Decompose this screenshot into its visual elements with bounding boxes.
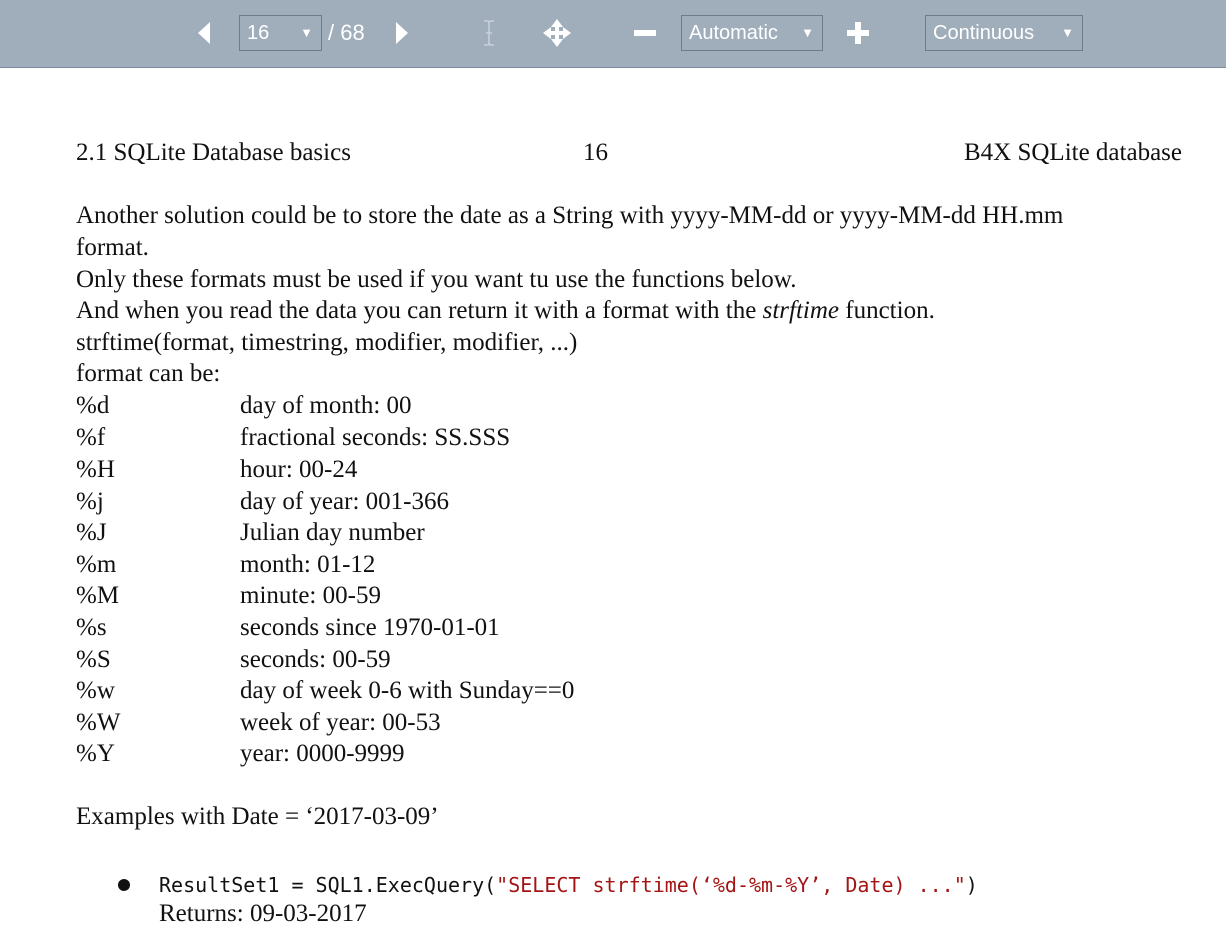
previous-page-button[interactable] [192,18,218,48]
format-code: %M [76,582,120,609]
header-doc-title: B4X SQLite database [963,139,1182,166]
format-code: %H [76,456,115,483]
format-desc: year: 0000-9999 [240,740,405,767]
paragraph-line: format. [76,234,149,261]
header-page-number: 16 [583,139,608,166]
pdf-toolbar [0,0,1226,68]
example-code [159,870,978,900]
move-arrows-icon [541,17,573,49]
format-code: %W [76,709,121,736]
examples-heading: Examples with Date = ‘2017-03-09’ [76,803,439,830]
format-desc: minute: 00-59 [240,582,381,609]
format-desc: day of month: 00 [240,392,412,419]
page-number-select[interactable] [239,15,322,51]
chevron-down-icon: ▼ [1061,25,1074,40]
format-code: %w [76,677,115,704]
zoom-in-button[interactable] [845,20,871,46]
text-select-tool-button[interactable] [478,18,500,48]
format-code: %f [76,424,106,451]
paragraph-line: strftime(format, timestring, modifier, modifier, ...) [76,329,578,356]
format-desc: month: 01-12 [240,551,376,578]
header-section-title: 2.1 SQLite Database basics [76,139,351,166]
chevron-down-icon: ▼ [300,25,313,40]
triangle-right-icon [388,18,414,48]
format-desc: Julian day number [240,519,425,546]
paragraph-line: Another solution could be to store the date as a String with yyyy-MM-dd or yyyy-MM-dd HH.mm [76,202,1064,229]
scroll-mode-value: Continuous [933,22,1035,44]
format-code: %J [76,519,107,546]
format-desc: day of week 0-6 with Sunday==0 [240,677,575,704]
example-returns: Returns: 09-03-2017 [159,900,367,927]
zoom-value: Automatic [689,22,778,44]
format-desc: hour: 00-24 [240,456,358,483]
text-run: And when you read the data you can return it with a format with the [76,297,763,324]
format-desc: day of year: 001-366 [240,488,449,515]
scroll-mode-select[interactable] [925,15,1083,51]
function-name: strftime [762,297,840,324]
pan-tool-button[interactable] [541,17,573,49]
format-code: %d [76,392,110,419]
paragraph-line [76,296,935,326]
minus-icon [632,20,658,46]
format-desc: fractional seconds: SS.SSS [240,424,511,451]
text-cursor-icon [478,18,500,48]
format-code: %s [76,614,107,641]
paragraph-line: format can be: [76,360,221,387]
plus-icon [845,20,871,46]
page-total-label: / 68 [328,20,365,45]
code-text: ) [965,873,978,897]
paragraph-line: Only these formats must be used if you want tu use the functions below. [76,266,797,293]
format-desc: week of year: 00-53 [240,709,441,736]
bullet-icon [118,879,130,891]
zoom-out-button[interactable] [632,20,658,46]
format-code: %S [76,646,111,673]
triangle-left-icon [192,18,218,48]
format-code: %m [76,551,117,578]
code-text: ResultSet1 = SQL1.ExecQuery( [159,873,497,897]
format-desc: seconds since 1970-01-01 [240,614,500,641]
code-string-literal: "SELECT strftime(‘%d-%m-%Y’, Date) ..." [496,873,966,897]
next-page-button[interactable] [388,18,414,48]
chevron-down-icon: ▼ [801,25,814,40]
format-code: %Y [76,740,115,767]
text-run: function. [839,297,935,324]
page-number-value: 16 [247,22,270,44]
format-desc: seconds: 00-59 [240,646,391,673]
zoom-select[interactable] [681,15,823,51]
format-code: %j [76,488,104,515]
